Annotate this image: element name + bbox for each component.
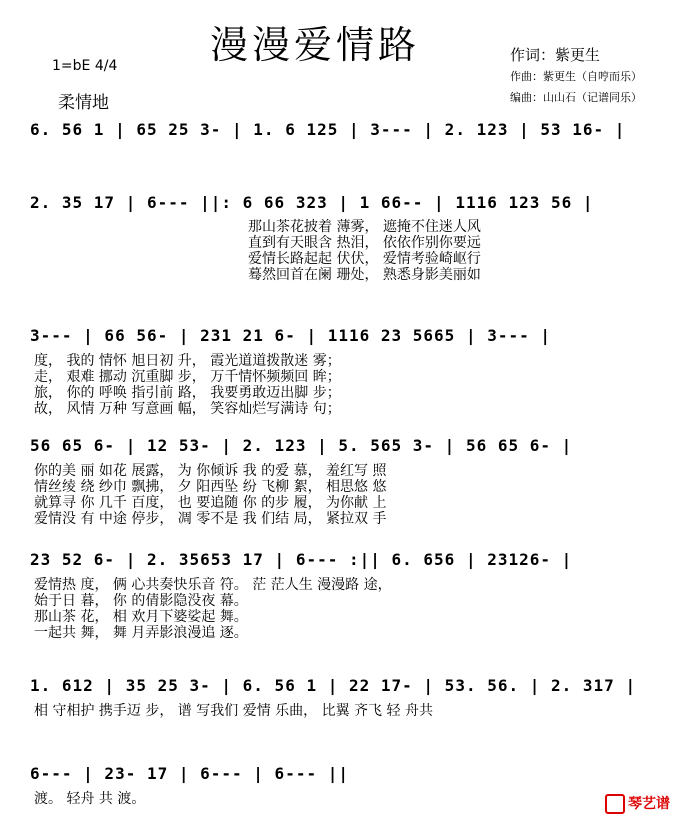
score-line-2: 2. 35 17 | 6--- ||: 6 66 323 | 1 66-- | 1116 123 56 | xyxy=(30,193,594,212)
lyric-line: 始于日 暮， 你 的倩影隐没夜 幕。 xyxy=(34,593,248,609)
lyric-line: 旅， 你的 呼唤 指引前 路， 我要勇敢迈出脚 步； xyxy=(34,385,341,401)
lyric-line: 走， 艰难 挪动 沉重脚 步， 万千情怀频频回 眸； xyxy=(34,369,341,385)
lyric-line: 度， 我的 情怀 旭日初 升， 霞光道道拨散迷 雾； xyxy=(34,353,341,369)
lyric-line: 爱情热 度， 俩 心共奏快乐音 符。 茫 茫人生 漫漫路 途， xyxy=(34,577,392,593)
watermark-text: 琴艺谱 xyxy=(628,796,670,812)
lyric-line: 蓦然回首在阑 珊处， 熟悉身影美丽如 xyxy=(248,267,481,283)
score-line-7: 6--- | 23- 17 | 6--- | 6--- || xyxy=(30,764,349,783)
score-line-1: 6. 56 1 | 65 25 3- | 1. 6 125 | 3--- | 2. 123 | 53 16- | xyxy=(30,120,626,139)
lyric-line: 渡。 轻舟 共 渡。 xyxy=(34,791,146,807)
key-signature: 1=bE 4/4 xyxy=(52,58,118,74)
song-title: 漫漫爱情路 xyxy=(210,23,421,67)
lyric-line: 情丝绫 绕 纱巾 飘拂， 夕 阳西坠 纷 飞柳 絮， 相思悠 悠 xyxy=(34,479,387,495)
lyric-line: 那山茶 花， 相 欢月下婆娑起 舞。 xyxy=(34,609,248,625)
lyric-line: 故， 风情 万种 写意画 幅， 笑容灿烂写满诗 句； xyxy=(34,401,341,417)
lyricist-credit: 作词：紫更生 xyxy=(510,46,601,64)
tempo-marking: 柔情地 xyxy=(58,93,109,113)
lyric-line: 爱情没 有 中途 停步， 凋 零不是 我 们结 局， 紧拉双 手 xyxy=(34,511,387,527)
lyric-line: 直到有天眼含 热泪， 依依作别你要远 xyxy=(248,235,481,251)
lyric-line: 一起共 舞， 舞 月弄影浪漫追 逐。 xyxy=(34,625,248,641)
lyric-line: 爱情长路起起 伏伏， 爱情考验崎岖行 xyxy=(248,251,481,267)
lyric-line: 相 守相护 携手迈 步， 谱 写我们 爱情 乐曲， 比翼 齐飞 轻 舟共 xyxy=(34,703,433,719)
brand-logo-icon xyxy=(605,794,625,814)
watermark xyxy=(605,793,670,814)
arranger-credit: 编曲：山山石（记谱同乐） xyxy=(510,91,642,104)
score-line-3: 3--- | 66 56- | 231 21 6- | 1116 23 5665 | 3--- | xyxy=(30,326,552,345)
score-line-5: 23 52 6- | 2. 35653 17 | 6--- :|| 6. 656 | 23126- | xyxy=(30,550,573,569)
composer-credit: 作曲：紫更生（自哼而乐） xyxy=(510,70,642,83)
lyric-line: 你的美 丽 如花 展露， 为 你倾诉 我 的爱 慕， 羞红写 照 xyxy=(34,463,387,479)
lyric-line: 那山茶花披着 薄雾， 遮掩不住迷人风 xyxy=(248,219,481,235)
score-line-4: 56 65 6- | 12 53- | 2. 123 | 5. 565 3- | 56 65 6- | xyxy=(30,436,573,455)
score-line-6: 1. 612 | 35 25 3- | 6. 56 1 | 22 17- | 53. 56. | 2. 317 | xyxy=(30,676,637,695)
lyric-line: 就算寻 你 几千 百度， 也 要追随 你 的步 履， 为你献 上 xyxy=(34,495,387,511)
